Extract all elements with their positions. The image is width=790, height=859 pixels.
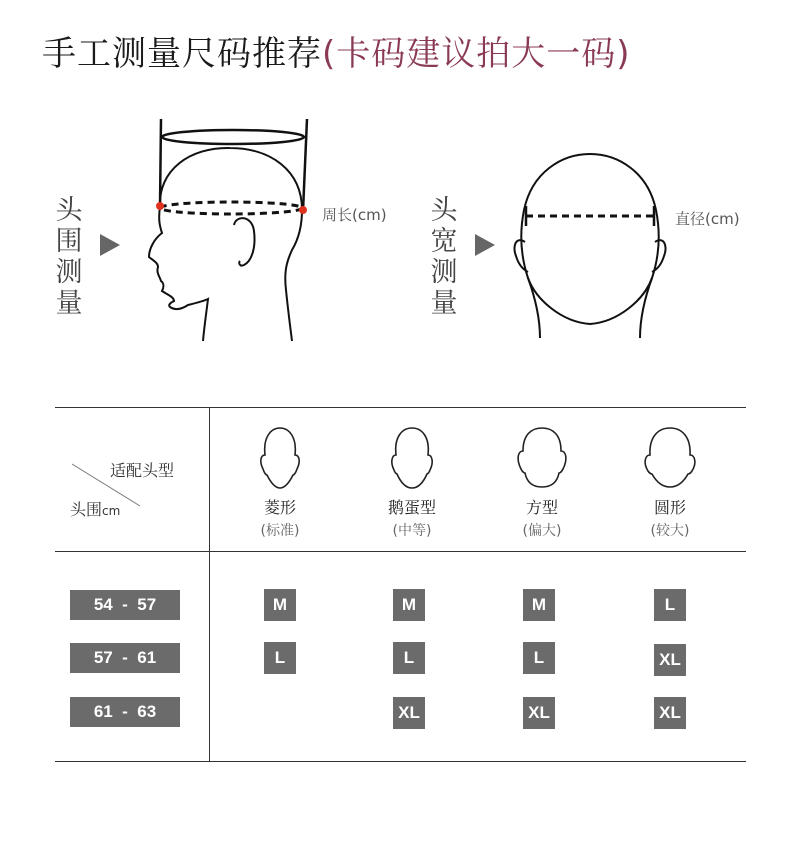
column-header-square: 方型 (偏大) — [482, 425, 602, 540]
table-column-divider — [209, 407, 210, 761]
size-badge: XL — [654, 644, 686, 676]
size-badge: M — [393, 589, 425, 621]
size-badge: L — [523, 642, 555, 674]
column-header-round: 圆形 (较大) — [610, 425, 730, 540]
size-badge: M — [523, 589, 555, 621]
corner-header-circumference: 头围cm — [70, 500, 121, 519]
column-header-oval: 鹅蛋型 (中等) — [352, 425, 472, 540]
title-main: 手工测量尺码推荐 — [42, 34, 322, 74]
title-highlight: (卡码建议拍大一码) — [322, 34, 631, 74]
arrow-right-icon — [100, 234, 120, 256]
round-face-icon — [641, 425, 699, 491]
range-badge: 57 - 61 — [70, 643, 180, 673]
size-badge: XL — [393, 697, 425, 729]
size-badge: XL — [523, 697, 555, 729]
range-badge: 54 - 57 — [70, 590, 180, 620]
size-badge: L — [264, 642, 296, 674]
table-bottom-border — [55, 761, 746, 762]
size-badge: L — [654, 589, 686, 621]
width-unit-label: 直径(cm) — [675, 210, 740, 228]
head-profile-illustration — [140, 115, 320, 345]
circumference-vertical-label: 头 围 测 量 — [55, 195, 83, 319]
corner-header-shape: 适配头型 — [110, 461, 175, 480]
circumference-unit-label: 周长(cm) — [322, 206, 387, 224]
width-vertical-label: 头 宽 测 量 — [430, 195, 458, 319]
arrow-right-icon — [475, 234, 495, 256]
square-face-icon — [513, 425, 571, 491]
column-header-diamond: 菱形 (标准) — [220, 425, 340, 540]
size-badge: L — [393, 642, 425, 674]
range-badge: 61 - 63 — [70, 697, 180, 727]
size-badge: XL — [654, 697, 686, 729]
page-title — [42, 30, 631, 78]
table-header-divider — [55, 551, 746, 552]
oval-face-icon — [385, 425, 439, 491]
table-top-border — [55, 407, 746, 408]
head-front-illustration — [510, 150, 670, 345]
diamond-face-icon — [253, 425, 307, 491]
size-badge: M — [264, 589, 296, 621]
